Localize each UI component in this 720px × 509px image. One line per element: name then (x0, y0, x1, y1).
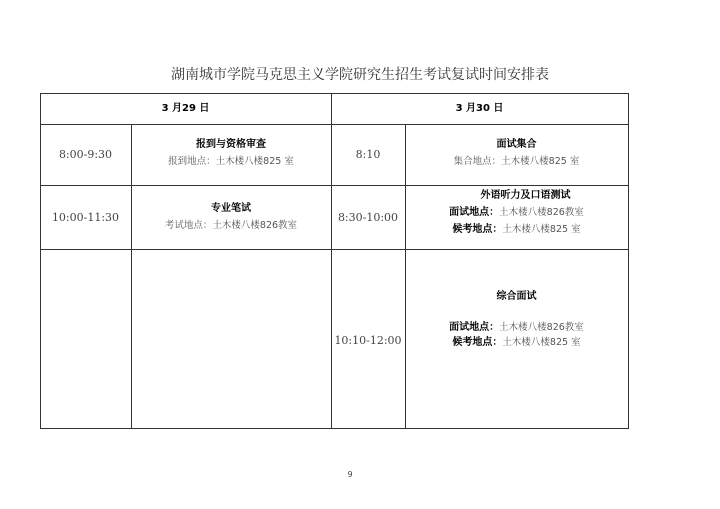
document-title: 湖南城市学院马克思主义学院研究生招生考试复试时间安排表 (171, 67, 549, 83)
event-location: 报到地点：土木楼八楼825 室 (168, 156, 294, 167)
location-label: 面试地点： (449, 322, 500, 333)
location-value: 土木楼八楼826教室 (499, 322, 584, 333)
event-title: 报到与资格审查 (196, 139, 266, 150)
event-title: 面试集合 (496, 139, 537, 150)
time-cell: 10:00-11:30 (51, 211, 120, 224)
event-title: 外语听力及口语测试 (480, 190, 571, 201)
event-cell (405, 290, 628, 350)
time-cell: 8:10 (355, 148, 381, 161)
event-title: 专业笔试 (211, 203, 251, 214)
time-cell: 8:30-10:00 (337, 211, 399, 224)
location-label: 面试地点： (449, 207, 500, 218)
event-title: 综合面试 (496, 291, 537, 302)
location-value: 土木楼八楼825 室 (502, 224, 581, 236)
event-location: 集合地点：土木楼八楼825 室 (453, 156, 580, 167)
location-label: 候考地点： (452, 224, 503, 236)
location-label: 候考地点： (452, 337, 503, 349)
event-cell (131, 202, 331, 232)
event-cell (131, 138, 331, 168)
location-value: 土木楼八楼826教室 (499, 207, 584, 218)
event-location: 考试地点：土木楼八楼826教室 (164, 220, 298, 231)
day1-header: 3 月29 日 (161, 103, 210, 114)
event-cell (405, 189, 628, 237)
time-cell: 8:00-9:30 (58, 148, 113, 161)
location-value: 土木楼八楼825 室 (502, 337, 581, 349)
event-cell (405, 138, 628, 168)
day2-header: 3 月30 日 (455, 103, 504, 114)
time-cell: 10:10-12:00 (334, 334, 402, 347)
page-number: 9 (347, 470, 353, 479)
